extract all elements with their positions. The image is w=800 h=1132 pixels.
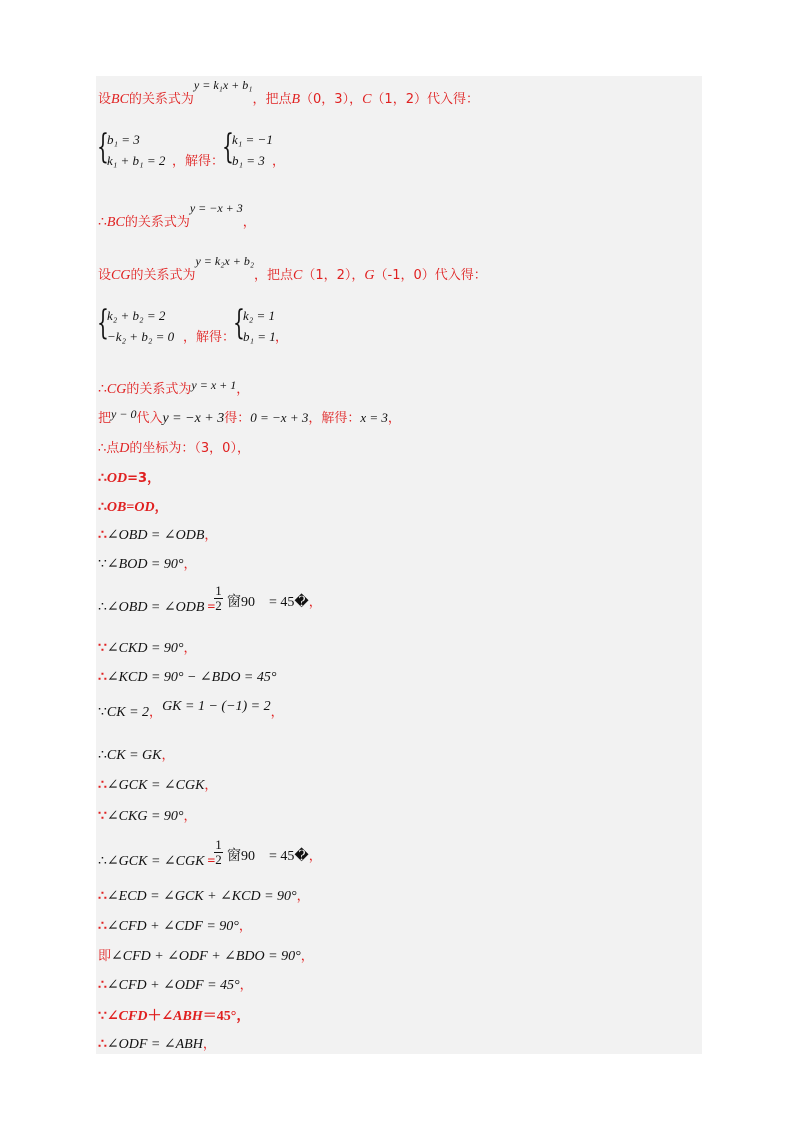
text: ， <box>204 778 218 793</box>
line-ck-gk-values <box>98 699 284 722</box>
equation: y = k₂x + b₂ <box>195 254 255 268</box>
line-ob-od <box>98 499 168 517</box>
equation: −k₂ + b₂ = 0 <box>107 329 175 344</box>
line-bc-setup <box>98 78 479 109</box>
text: （-1，0）代入得： <box>374 268 487 283</box>
equation: b₁ = 3 <box>232 153 265 168</box>
text: C <box>362 92 372 107</box>
line-gck-half <box>98 853 215 871</box>
equation: ∠ODF = ∠ABH <box>106 1037 203 1052</box>
text: ， <box>387 411 401 426</box>
text: ， <box>272 154 286 169</box>
therefore-symbol: ∴ <box>98 748 107 763</box>
numerator: 1 <box>215 837 222 852</box>
text: = <box>126 500 135 515</box>
text: ， <box>242 215 256 230</box>
line-substitute <box>98 409 401 428</box>
equation: 0 = −x + 3 <box>250 410 309 425</box>
text: ，把点 <box>254 268 294 283</box>
text: （0，3）， <box>300 92 363 107</box>
line-obd-tail <box>227 594 322 612</box>
line-cg-setup <box>98 254 487 285</box>
line-obd-half <box>98 599 215 617</box>
equation: k₂ + b₂ = 2 <box>107 308 166 323</box>
equation: CK = 2 <box>106 705 150 720</box>
text: ， <box>154 500 168 515</box>
text: ， <box>183 641 197 656</box>
line-ecd <box>98 888 310 906</box>
equation: ∠OBD = ∠ODB <box>106 528 205 543</box>
therefore-symbol: ∴ <box>98 778 107 793</box>
text: 设 <box>98 268 112 283</box>
text: OB <box>106 500 127 515</box>
text: ， <box>296 889 310 904</box>
equation: y − 0 <box>111 407 137 421</box>
therefore-symbol: ∴ <box>98 889 107 904</box>
line-cfd-odf-bdo <box>98 948 314 966</box>
equation: 窗90 = 45� <box>227 595 309 610</box>
text: ， <box>236 382 250 397</box>
text: CFD <box>118 1009 148 1024</box>
line-point-d <box>98 440 250 458</box>
equation: ∠GCK = ∠CGK <box>106 854 205 869</box>
text: ， <box>183 809 197 824</box>
equation: ∠CKG = 90° <box>106 809 184 824</box>
equation: ∠CFD + ∠CDF = 90° <box>106 919 239 934</box>
text: ， <box>238 919 252 934</box>
text: ， <box>308 595 322 610</box>
equation: 窗90 = 45� <box>227 849 309 864</box>
fraction <box>214 584 223 613</box>
text: 的关系式为 <box>130 268 196 283</box>
text: ， <box>149 705 163 720</box>
text: C <box>293 268 303 283</box>
equation: ∠GCK = ∠CGK <box>106 778 205 793</box>
denominator: 2 <box>215 852 222 867</box>
line-angles-equal <box>98 527 217 545</box>
line-gck-tail <box>227 848 322 866</box>
therefore-symbol: ∴ <box>98 600 107 615</box>
equation: ∠CKD = 90° <box>106 641 184 656</box>
equation: k₂ = 1 <box>243 308 276 323</box>
because-symbol: ∵ <box>98 809 107 824</box>
therefore-symbol: ∴ <box>98 500 107 515</box>
text: ，解得： <box>172 154 225 169</box>
text: 即 <box>98 949 112 964</box>
line-kcd <box>98 669 276 687</box>
text: = <box>207 600 216 615</box>
text: （1，2）代入得： <box>371 92 479 107</box>
text: ， <box>270 705 284 720</box>
brace-icon: { <box>97 303 109 343</box>
line-cfd-abh <box>98 1008 250 1026</box>
line-ck-eq-gk <box>98 747 175 765</box>
therefore-symbol: ∴ <box>98 1037 107 1052</box>
text: ＋∠ <box>147 1009 174 1024</box>
text: =3， <box>127 471 161 486</box>
text: ， <box>239 978 253 993</box>
denominator: 2 <box>215 598 222 613</box>
line-cfd-odf <box>98 977 253 995</box>
text: OD <box>106 471 128 486</box>
text: ， <box>275 330 289 345</box>
fraction <box>214 838 223 867</box>
equation: y = −x + 3 <box>162 411 225 426</box>
text: （1，2）， <box>302 268 365 283</box>
text: 得： <box>224 411 251 426</box>
therefore-symbol: ∴ <box>98 382 107 397</box>
text: ， <box>308 849 322 864</box>
therefore-symbol: ∴ <box>98 471 107 486</box>
equation: ∠OBD = ∠ODB <box>106 600 205 615</box>
line-cg-result <box>98 380 249 399</box>
line-ckg <box>98 808 197 826</box>
equation: y = x + 1 <box>191 378 237 392</box>
equation: CK = GK <box>106 748 162 763</box>
therefore-symbol: ∴ <box>98 854 107 869</box>
text: BC <box>106 215 125 230</box>
text: ， <box>204 528 218 543</box>
therefore-symbol: ∴ <box>98 919 107 934</box>
text: = <box>207 854 216 869</box>
text: ， <box>161 748 175 763</box>
text: 把 <box>98 411 112 426</box>
because-symbol: ∵ <box>98 705 107 720</box>
text: ， <box>202 1037 216 1052</box>
equation: y = k₁x + b₁ <box>193 78 253 92</box>
brace-icon: { <box>97 127 109 167</box>
text: D <box>119 441 130 456</box>
equation: ∠CFD + ∠ODF + ∠BDO = 90° <box>111 949 301 964</box>
line-odf-abh <box>98 1036 216 1054</box>
equation: y = −x + 3 <box>189 201 243 215</box>
text: OD <box>134 500 155 515</box>
equation: GK = 1 − (−1) = 2 <box>162 699 271 714</box>
therefore-symbol: ∴ <box>98 528 107 543</box>
text: CG <box>106 382 127 397</box>
numerator: 1 <box>215 583 222 598</box>
text: 的坐标为：（3，0）， <box>129 441 250 456</box>
text: ABH <box>173 1009 203 1024</box>
brace-icon: { <box>233 303 245 343</box>
equation: ∠BOD = 90° <box>106 557 184 572</box>
text: ， <box>183 557 197 572</box>
line-cfd-cdf <box>98 918 252 936</box>
text: ∴点 <box>98 441 120 456</box>
text: CG <box>111 268 131 283</box>
therefore-symbol: ∴ <box>98 215 107 230</box>
text: 的关系式为 <box>128 92 194 107</box>
line-bc-result <box>98 201 256 232</box>
line-gck-cgk <box>98 777 217 795</box>
text: B <box>291 92 301 107</box>
equation: b₁ = 1 <box>243 329 276 344</box>
text: 代入 <box>136 411 163 426</box>
text: ，解得： <box>308 411 361 426</box>
equation: k₁ = −1 <box>232 132 273 147</box>
text: 设 <box>98 92 112 107</box>
equation: ∠CFD + ∠ODF = 45° <box>106 978 240 993</box>
text: ，把点 <box>252 92 292 107</box>
text: 的关系式为 <box>126 382 192 397</box>
text: 的关系式为 <box>124 215 190 230</box>
because-symbol: ∵ <box>98 557 107 572</box>
text: ∵∠ <box>98 1009 119 1024</box>
therefore-symbol: ∴ <box>98 670 107 685</box>
because-symbol: ∵ <box>98 641 107 656</box>
text: ， <box>300 949 314 964</box>
equation: ∠ECD = ∠GCK + ∠KCD = 90° <box>106 889 297 904</box>
equation: k₁ + b₁ = 2 <box>107 153 166 168</box>
text: G <box>364 268 375 283</box>
equation: x = 3 <box>360 410 388 425</box>
equation: b₁ = 3 <box>107 132 140 147</box>
text: BC <box>111 92 129 107</box>
line-ckd <box>98 640 197 658</box>
line-od <box>98 470 160 488</box>
brace-icon: { <box>222 127 234 167</box>
line-bod <box>98 556 197 574</box>
equation: ∠KCD = 90° − ∠BDO = 45° <box>106 670 277 685</box>
text: ，解得： <box>183 330 236 345</box>
text: ＝45°， <box>202 1009 251 1024</box>
therefore-symbol: ∴ <box>98 978 107 993</box>
